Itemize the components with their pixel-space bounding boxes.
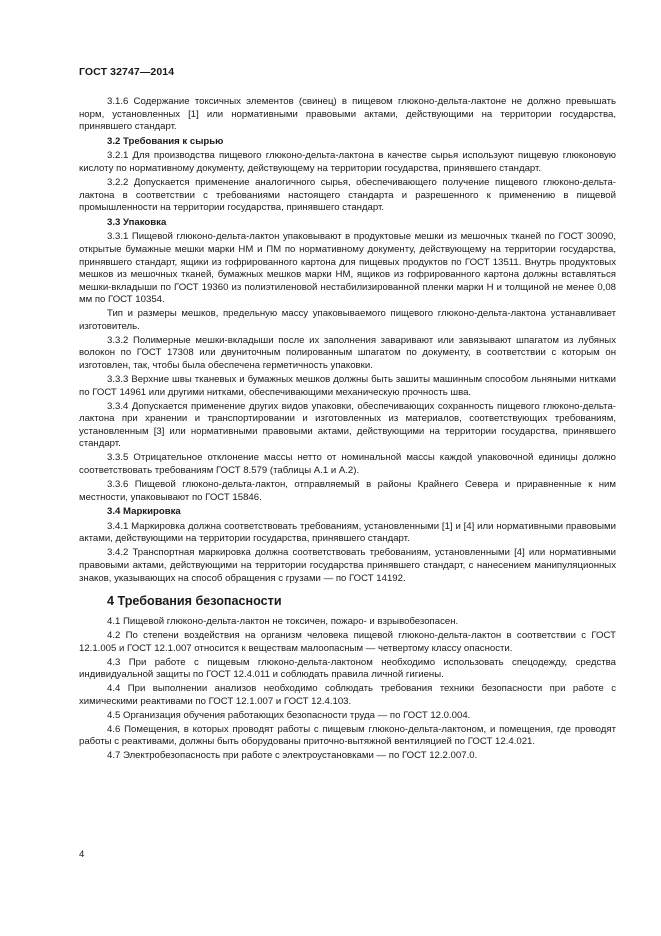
page-number: 4 [79, 849, 85, 860]
paragraph: 4.2 По степени воздействия на организм человека пищевой глюконо-дельта-лактон в соответствии с ГОСТ 12.1.005 и ГОСТ 12.1.007 относится к веществам малоопасным — четвертому классу опасности. [79, 630, 616, 654]
paragraph: 4.5 Организация обучения работающих безопасности труда — по ГОСТ 12.0.004. [107, 709, 471, 721]
paragraph: 3.3.3 Верхние швы тканевых и бумажных мешков должны быть зашиты машинным способом льняными нитками по ГОСТ 14961 или другими нитками, обеспечивающими механическую прочность шва. [79, 374, 616, 398]
document-body [79, 96, 616, 764]
subsection-heading: 3.3 Упаковка [107, 216, 167, 228]
paragraph: 4.1 Пищевой глюконо-дельта-лактон не токсичен, пожаро- и взрывобезопасен. [107, 616, 459, 628]
subsection-heading: 3.4 Маркировка [107, 506, 181, 518]
paragraph: 3.3.6 Пищевой глюконо-дельта-лактон, отправляемый в районы Крайнего Севера и приравненные к ним местности, упаковывают по ГОСТ 15846. [79, 478, 616, 503]
paragraph: 3.3.1 Пищевой глюконо-дельта-лактон упаковывают в продуктовые мешки из мешочных тканей по ГОСТ 30090, открытые бумажные мешки марки НМ и ПМ по нормативному документу, действующему на территории государства, принявшего стандарт, ящики из гофрированного картона для пищевых продуктов по ГОСТ 13511. Внутрь продуктовых мешков из мешочных тканей, бумажных мешков марки НМ, ящиков из гофрированного картона должны вставляться мешки-вкладыши по ГОСТ 19360 из полиэтиленовой нестабилизированной пленки марки Н и толщиной не менее 0,08 мм по ГОСТ 10354. [79, 231, 616, 306]
document-header: ГОСТ 32747—2014 [79, 66, 175, 78]
paragraph: Тип и размеры мешков, предельную массу упаковываемого пищевого глюконо-дельта-лактона устанавливает изготовитель. [79, 308, 616, 332]
paragraph: 3.3.5 Отрицательное отклонение массы нетто от номинальной массы каждой упаковочной единицы должно соответствовать требованиям ГОСТ 8.579 (таблицы А.1 и А.2). [79, 452, 616, 476]
paragraph: 3.2.1 Для производства пищевого глюконо-дельта-лактона в качестве сырья используют пищевую глюконовую кислоту по нормативному документу, действующему на территории государства, принявшего стандарт. [79, 150, 616, 174]
paragraph: 3.1.6 Содержание токсичных элементов (свинец) в пищевом глюконо-дельта-лактоне не должно превышать норм, установленных [1] или нормативными правовыми актами, действующими на территории государства, принявшего стандарт. [79, 96, 616, 133]
paragraph: 3.2.2 Допускается применение аналогичного сырья, обеспечивающего получение пищевого глюконо-дельта-лактона в соответствии с требованиями настоящего стандарта и разрешенного к применению в пищевой промышленности на территории государства, принявшего стандарт. [79, 176, 616, 214]
paragraph: 3.3.2 Полимерные мешки-вкладыши после их заполнения заваривают или завязывают шпагатом из лубяных волокон по ГОСТ 17308 или двуниточным полированным шпагатом по документу, в соответствии с которым он изготовлен, так, чтобы была обеспечена герметичность упаковки. [79, 334, 616, 372]
paragraph: 3.4.1 Маркировка должна соответствовать требованиям, установленными [1] и [4] или нормативными правовыми актами, действующими на территории государства, принявшего стандарт. [79, 520, 616, 545]
paragraph: 3.3.4 Допускается применение других видов упаковки, обеспечивающих сохранность пищевого глюконо-дельта-лактона при хранении и транспортировании и изготовленных из материалов, соответствующих требованиям, установленным [3] или нормативными правовыми актами, действующими на территории государства, принявшего стандарт. [79, 400, 616, 450]
section-heading: 4 Требования безопасности [107, 594, 282, 609]
paragraph: 4.4 При выполнении анализов необходимо соблюдать требования техники безопасности при работе с химическими реактивами по ГОСТ 12.1.007 и ГОСТ 12.4.103. [79, 683, 616, 707]
paragraph: 3.4.2 Транспортная маркировка должна соответствовать требованиям, установленными [4] или нормативными правовыми актами, действующими на территории государства принявшего стандарт, с нанесением манипуляционных знаков, указывающих на способ обращения с грузами — по ГОСТ 14192. [79, 547, 616, 584]
subsection-heading: 3.2 Требования к сырью [107, 135, 224, 147]
paragraph: 4.3 При работе с пищевым глюконо-дельта-лактоном необходимо использовать спецодежду, средства индивидуальной защиты по ГОСТ 12.4.011 и соблюдать правила личной гигиены. [79, 656, 616, 681]
paragraph: 4.7 Электробезопасность при работе с электроустановками — по ГОСТ 12.2.007.0. [107, 750, 478, 762]
paragraph: 4.6 Помещения, в которых проводят работы с пищевым глюконо-дельта-лактоном, и помещения, где проводят работы с реактивами, должны быть оборудованы приточно-вытяжной вентиляцией по ГОСТ 12.4.021. [79, 723, 616, 748]
